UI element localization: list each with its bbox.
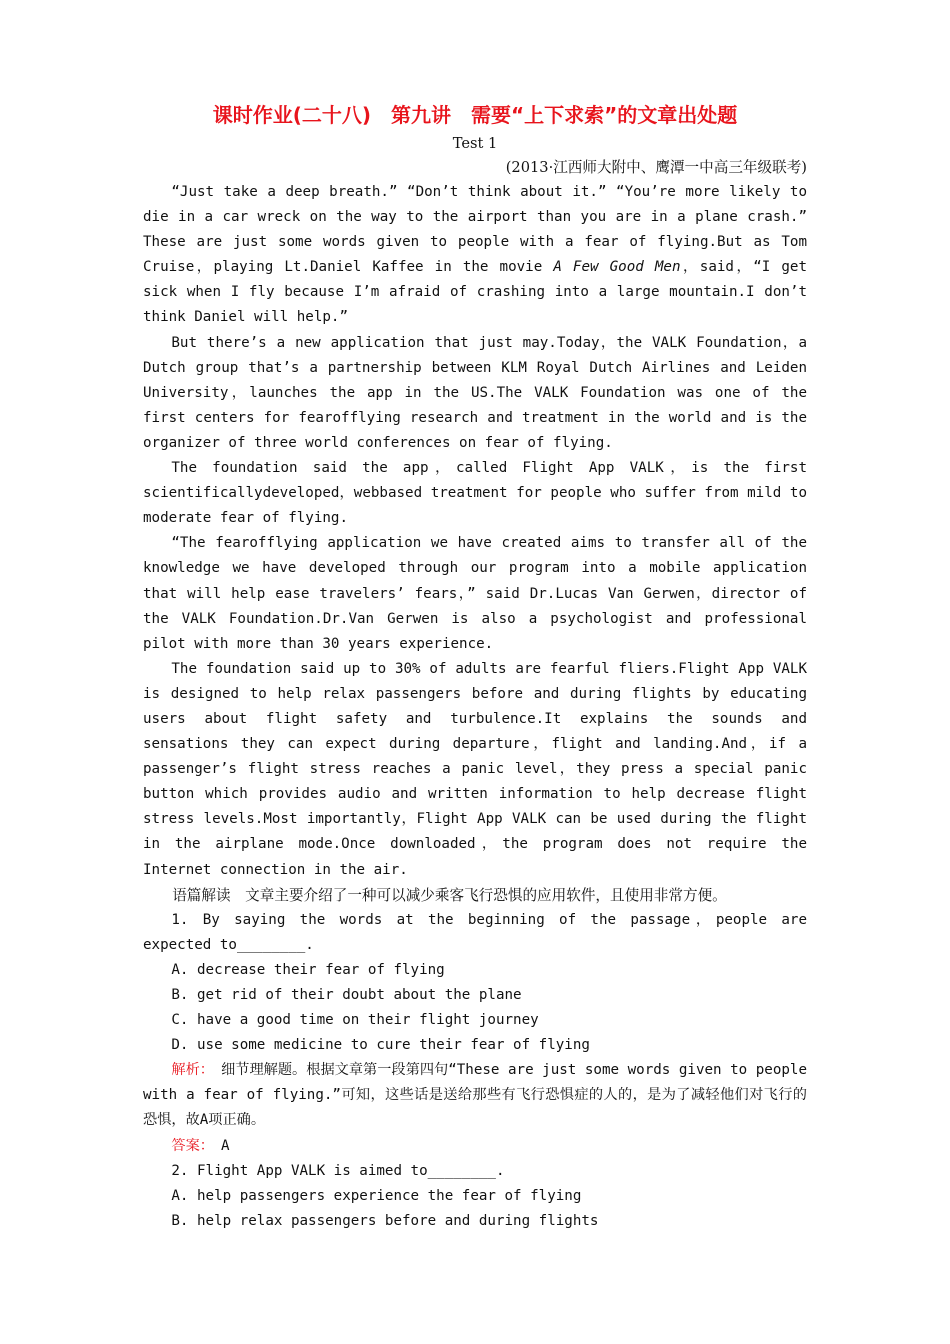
- question-2-option-a: A. help passengers experience the fear of flying: [171, 1187, 582, 1204]
- question-1-option-b: B. get rid of their doubt about the plane: [171, 987, 522, 1003]
- passage-paragraph-1: [143, 180, 807, 331]
- page-title: 课时作业(二十八) 第九讲 需要“上下求索”的文章出处题: [212, 103, 738, 127]
- question-2-option-b: B. help relax passengers before and during flights: [171, 1212, 599, 1229]
- question-2-stem: 2. Flight App VALK is aimed to________.: [171, 1162, 505, 1179]
- paragraph-1-text-b: ，said，“I get sick when I fly because I’m afraid of crashing into a large mountain.I don’t think Daniel will help.”: [143, 259, 807, 326]
- source-note: (2013·江西师大附中、鹰潭一中高三年级联考): [505, 159, 807, 176]
- summary: [143, 883, 807, 908]
- paragraph-1-text-a: “Just take a deep breath.” “Don’t think about it.” “You’re more likely to die in a car wreck on the way to the airport than you are in a plane crash.” These are just some words given to people with a fear of flying.But as Tom Cruise，playing Lt.Daniel Kaffee in the movie: [143, 184, 807, 276]
- passage-paragraph-5: The foundation said up to 30% of adults are fearful fliers.Flight App VALK is designed to help relax passengers before and during flights by educating users about flight safety and turbulence.It explains the sounds and sensations they can expect during departure，flight and landing.And，if a passenger’s flight stress reaches a panic level，they press a special panic button which provides audio and written information to help decrease flight stress levels.Most importantly，Flight App VALK can be used during the flight in the airplane mode.Once downloaded，the program does not require the Internet connection in the air.: [143, 660, 807, 878]
- passage-paragraph-3: The foundation said the app，called Flight App VALK，is the first scientificallydeveloped，webbased treatment for people who suffer from mild to moderate fear of flying.: [143, 460, 807, 527]
- passage-paragraph-2: But there’s a new application that just may.Today，the VALK Foundation，a Dutch group that’s a partnership between KLM Royal Dutch Airlines and Leiden University，launches the app in the US.The VALK Foundation was one of the first centers for fearofflying research and treatment in the world and is the organizer of three world conferences on fear of flying.: [143, 334, 807, 451]
- passage-paragraph-4: “The fearofflying application we have created aims to transfer all of the knowledge we have developed through our program into a mobile application that will help ease travelers’ fears，” said Dr.Lucas Van Gerwen，director of the VALK Foundation.Dr.Van Gerwen is also a psychologist and professional pilot with more than 30 years experience.: [143, 535, 807, 652]
- answer-value: A: [206, 1137, 230, 1154]
- analysis-text: 细节理解题。根据文章第一段第四句“These are just some words given to people with a fear of flying.”可知，这些话是送给那些有飞行恐惧症的人的，是为了减轻他们对飞行的恐惧，故A项正确。: [143, 1062, 808, 1129]
- question-1-analysis: [143, 1058, 807, 1133]
- question-1-option-c: C. have a good time on their flight journey: [171, 1012, 539, 1029]
- answer-label: 答案：: [171, 1137, 207, 1154]
- movie-title: A Few Good Men: [553, 259, 681, 276]
- analysis-label: 解析：: [171, 1062, 207, 1079]
- document-page: [143, 98, 807, 1234]
- summary-text: 文章主要介绍了一种可以减少乘客飞行恐惧的应用软件，且使用非常方便。: [230, 886, 727, 904]
- question-1-answer: [143, 1134, 807, 1159]
- summary-label: 语篇解读: [172, 886, 231, 904]
- question-1-option-d: D. use some medicine to cure their fear of flying: [171, 1037, 590, 1054]
- question-1-option-a: A. decrease their fear of flying: [171, 961, 445, 978]
- question-1-stem: 1. By saying the words at the beginning of the passage，people are expected to________.: [143, 911, 807, 953]
- test-number: Test 1: [452, 135, 498, 152]
